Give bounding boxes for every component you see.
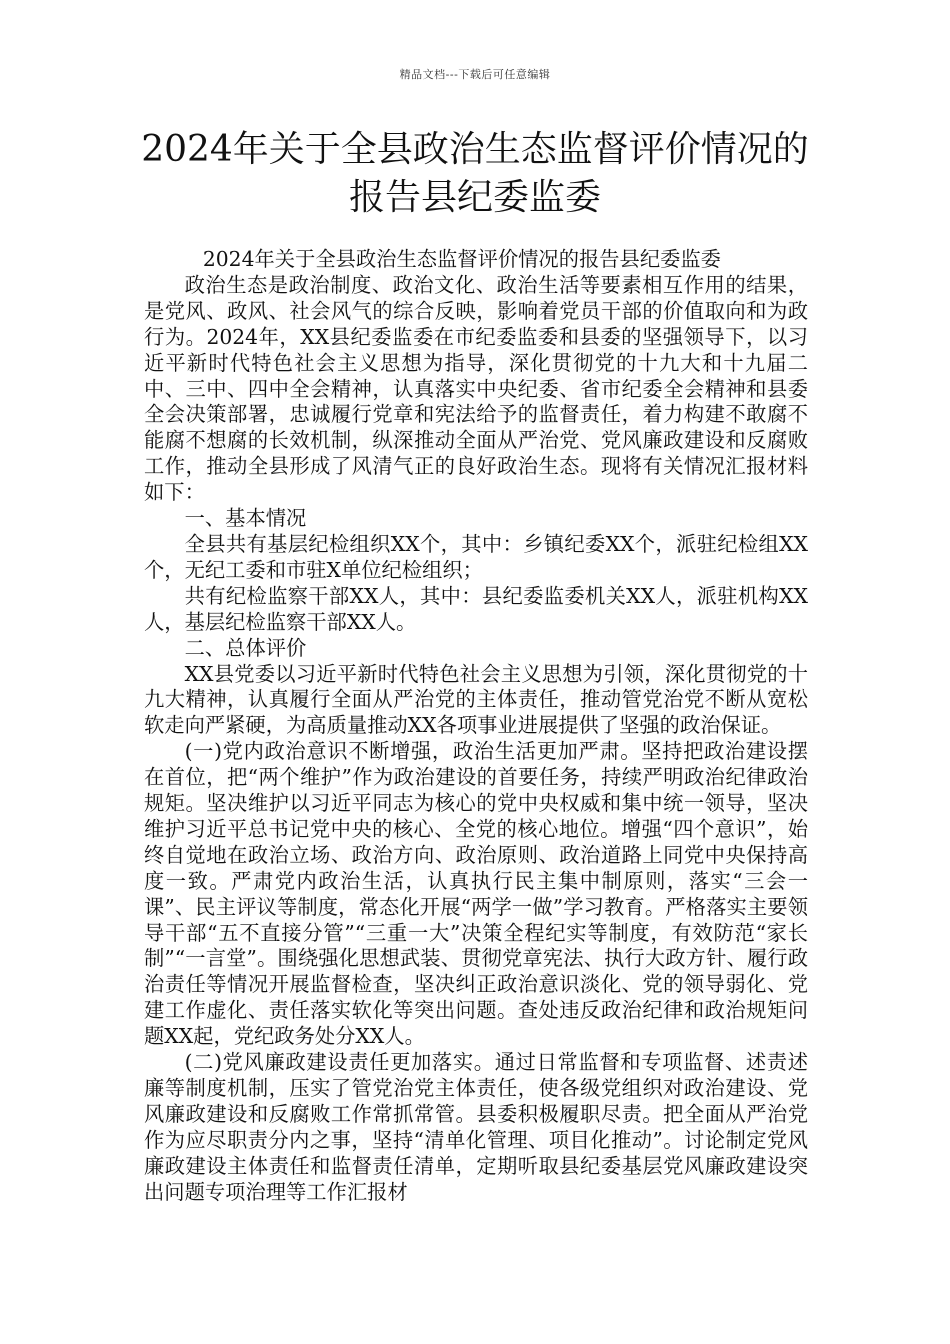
body-paragraph-overall: XX县党委以习近平新时代特色社会主义思想为引领，深化贯彻党的十九大精神，认真履行全面从严治党的主体责任，推动管党治党不断从宽松软走向严紧硬，为高质量推动XX各项事业进展提供了坚强的政治保证。: [144, 661, 808, 738]
document-title-line-2: 报告县纪委监委: [348, 177, 601, 218]
body-paragraph-intro: 政治生态是政治制度、政治文化、政治生活等要素相互作用的结果，是党风、政风、社会风气的综合反映，影响着党员干部的价值取向和为政行为。2024年，XX县纪委监委在市纪委监委和县委的坚强领导下，以习近平新时代特色社会主义思想为指导，深化贯彻党的十九大和十九届二中、三中、四中全会精神，认真落实中央纪委、省市纪委全会精神和县委全会决策部署，忠诚履行党章和宪法给予的监督责任，着力构建不敢腐不能腐不想腐的长效机制，纵深推动全面从严治党、党风廉政建设和反腐败工作，推动全县形成了风清气正的良好政治生态。现将有关情况汇报材料如下：: [144, 272, 808, 505]
section-heading-basic-situation: 一、基本情况: [184, 506, 307, 531]
body-paragraph-repeat-title: 2024年关于全县政治生态监督评价情况的报告县纪委监委: [202, 247, 721, 271]
document-title-line-1: 2024年关于全县政治生态监督评价情况的: [141, 129, 809, 170]
section-heading-overall-evaluation: 二、总体评价: [184, 635, 307, 660]
document-body: [144, 247, 808, 1206]
page-header-watermark: 精品文档---下载后可任意编辑: [399, 68, 551, 81]
body-paragraph-organizations: 全县共有基层纪检组织XX个，其中：乡镇纪委XX个，派驻纪检组XX个，无纪工委和市驻X单位纪检组织；: [144, 531, 808, 582]
body-paragraph-cadres: 共有纪检监察干部XX人，其中：县纪委监委机关XX人，派驻机构XX人，基层纪检监察干部XX人。: [144, 583, 808, 634]
document-title: [120, 126, 830, 222]
body-paragraph-political-awareness: (一)党内政治意识不断增强，政治生活更加严肃。坚持把政治建设摆在首位，把“两个维护”作为政治建设的首要任务，持续严明政治纪律政治规矩。坚决维护以习近平同志为核心的党中央权威和集中统一领导，坚决维护习近平总书记党中央的核心、全党的核心地位。增强“四个意识”，始终自觉地在政治立场、政治方向、政治原则、政治道路上同党中央保持高度一致。严肃党内政治生活，认真执行民主集中制原则，落实“三会一课”、民主评议等制度，常态化开展“两学一做”学习教育。严格落实主要领导干部“五不直接分管”“三重一大”决策全程纪实等制度，有效防范“家长制”“一言堂”。围绕强化思想武装、贯彻党章宪法、执行大政方针、履行政治责任等情况开展监督检查，坚决纠正政治意识淡化、党的领导弱化、党建工作虚化、责任落实软化等突出问题。查处违反政治纪律和政治规矩问题XX起，党纪政务处分XX人。: [144, 739, 808, 1049]
body-paragraph-responsibility: (二)党风廉政建设责任更加落实。通过日常监督和专项监督、述责述廉等制度机制，压实了管党治党主体责任，使各级党组织对政治建设、党风廉政建设和反腐败工作常抓常管。县委积极履职尽责。把全面从严治党作为应尽职责分内之事，坚持“清单化管理、项目化推动”。讨论制定党风廉政建设主体责任和监督责任清单，定期听取县纪委基层党风廉政建设突出问题专项治理等工作汇报材: [144, 1050, 808, 1204]
